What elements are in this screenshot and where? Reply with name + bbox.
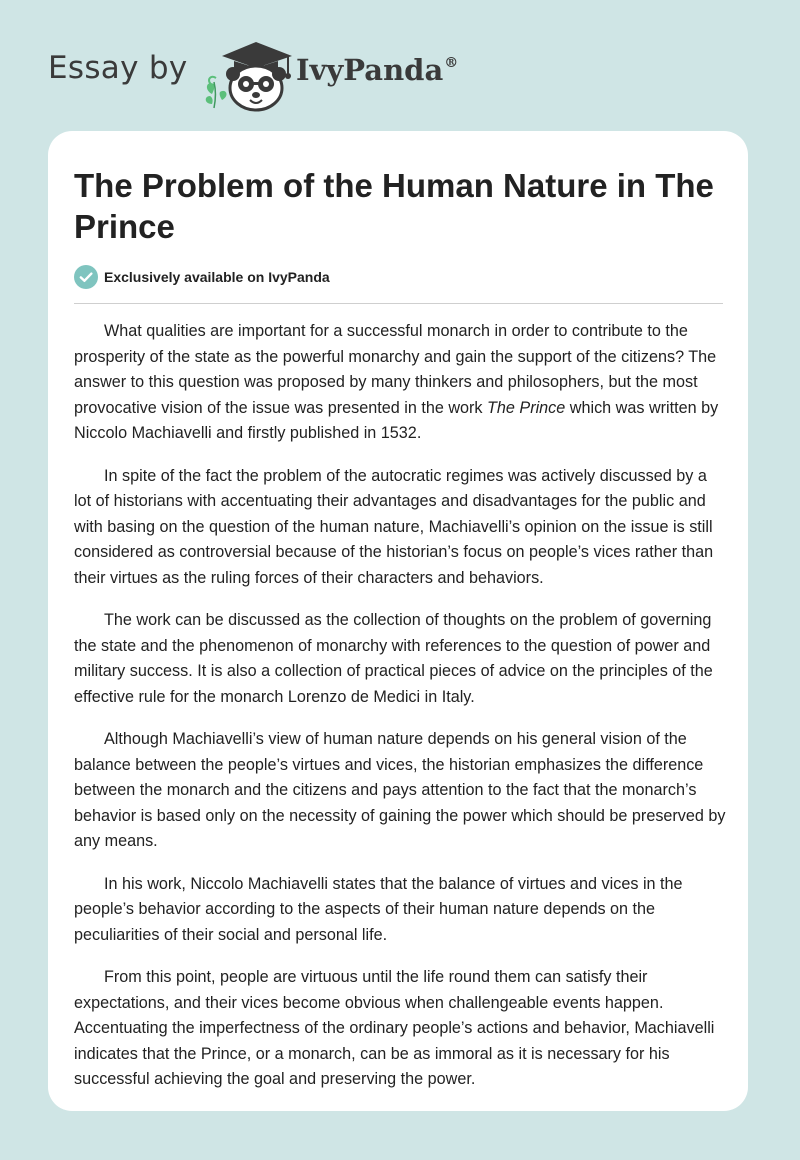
exclusive-badge (74, 265, 330, 289)
registered-mark: ® (444, 55, 459, 71)
paragraph (74, 319, 726, 447)
paragraph-text: which was written by Niccolo Machiavelli and firstly published in 1532. (74, 398, 719, 442)
paragraph: In his work, Niccolo Machiavelli states that the balance of virtues and vices in the people’s behavior according to the aspects of their human nature depends on the peculiarities of their social and personal life. (74, 874, 683, 944)
panda-logo-icon[interactable] (200, 34, 296, 112)
title-divider (74, 303, 723, 304)
paragraph: Although Machiavelli’s view of human nature depends on his general vision of the balance between the people’s virtues and vices, the historian emphasizes the difference between the monarch and the citizens and pays attention to the fact that the monarch’s behavior is based only on the necessity of gaining the power which should be preserved by any means. (74, 730, 726, 850)
paragraph: The work can be discussed as the collection of thoughts on the problem of governing the state and the phenomenon of monarchy with references to the question of power and military success. It is also a collection of practical pieces of advice on the principles of the effective rule for the monarch Lorenzo de Medici in Italy. (74, 611, 713, 706)
essay-card (48, 131, 748, 1111)
paragraph: From this point, people are virtuous until the life round them can satisfy their expectations, and their vices become obvious when challengeable events happen. Accentuating the imperfectness of the ordinary people’s actions and behavior, Machiavelli indicates that the Prince, or a monarch, can be as immoral as it is necessary for his successful achieving the goal and preserving the power. (74, 968, 715, 1088)
exclusive-badge-text: Exclusively available on IvyPanda (104, 269, 330, 285)
essay-title: The Problem of the Human Nature in The Prince (74, 167, 714, 245)
ivy-leaf-icon (206, 77, 227, 108)
paragraph-text: What qualities are important for a successful monarch in order to contribute to the prosperity of the state as the powerful monarchy and gain the support of the citizens? The answer to this question was proposed by many thinkers and philosophers, but the most provocative vision of the issue was presented in the work (74, 322, 717, 417)
paragraph: In spite of the fact the problem of the autocratic regimes was actively discussed by a lot of historians with accentuating their advantages and disadvantages for the public and with basing on the question of the human nature, Machiavelli’s opinion on the issue is still considered as controversial because of the historian’s focus on people’s vices rather than their virtues as the ruling forces of their characters and behaviors. (74, 466, 714, 587)
essay-body (74, 319, 726, 1110)
brand-name[interactable] (296, 53, 458, 87)
brand-text: IvyPanda (296, 53, 444, 87)
essay-by-label: Essay by (48, 50, 188, 86)
check-circle-icon (74, 265, 98, 289)
work-title-italic: The Prince (487, 398, 566, 417)
site-header (0, 0, 800, 120)
